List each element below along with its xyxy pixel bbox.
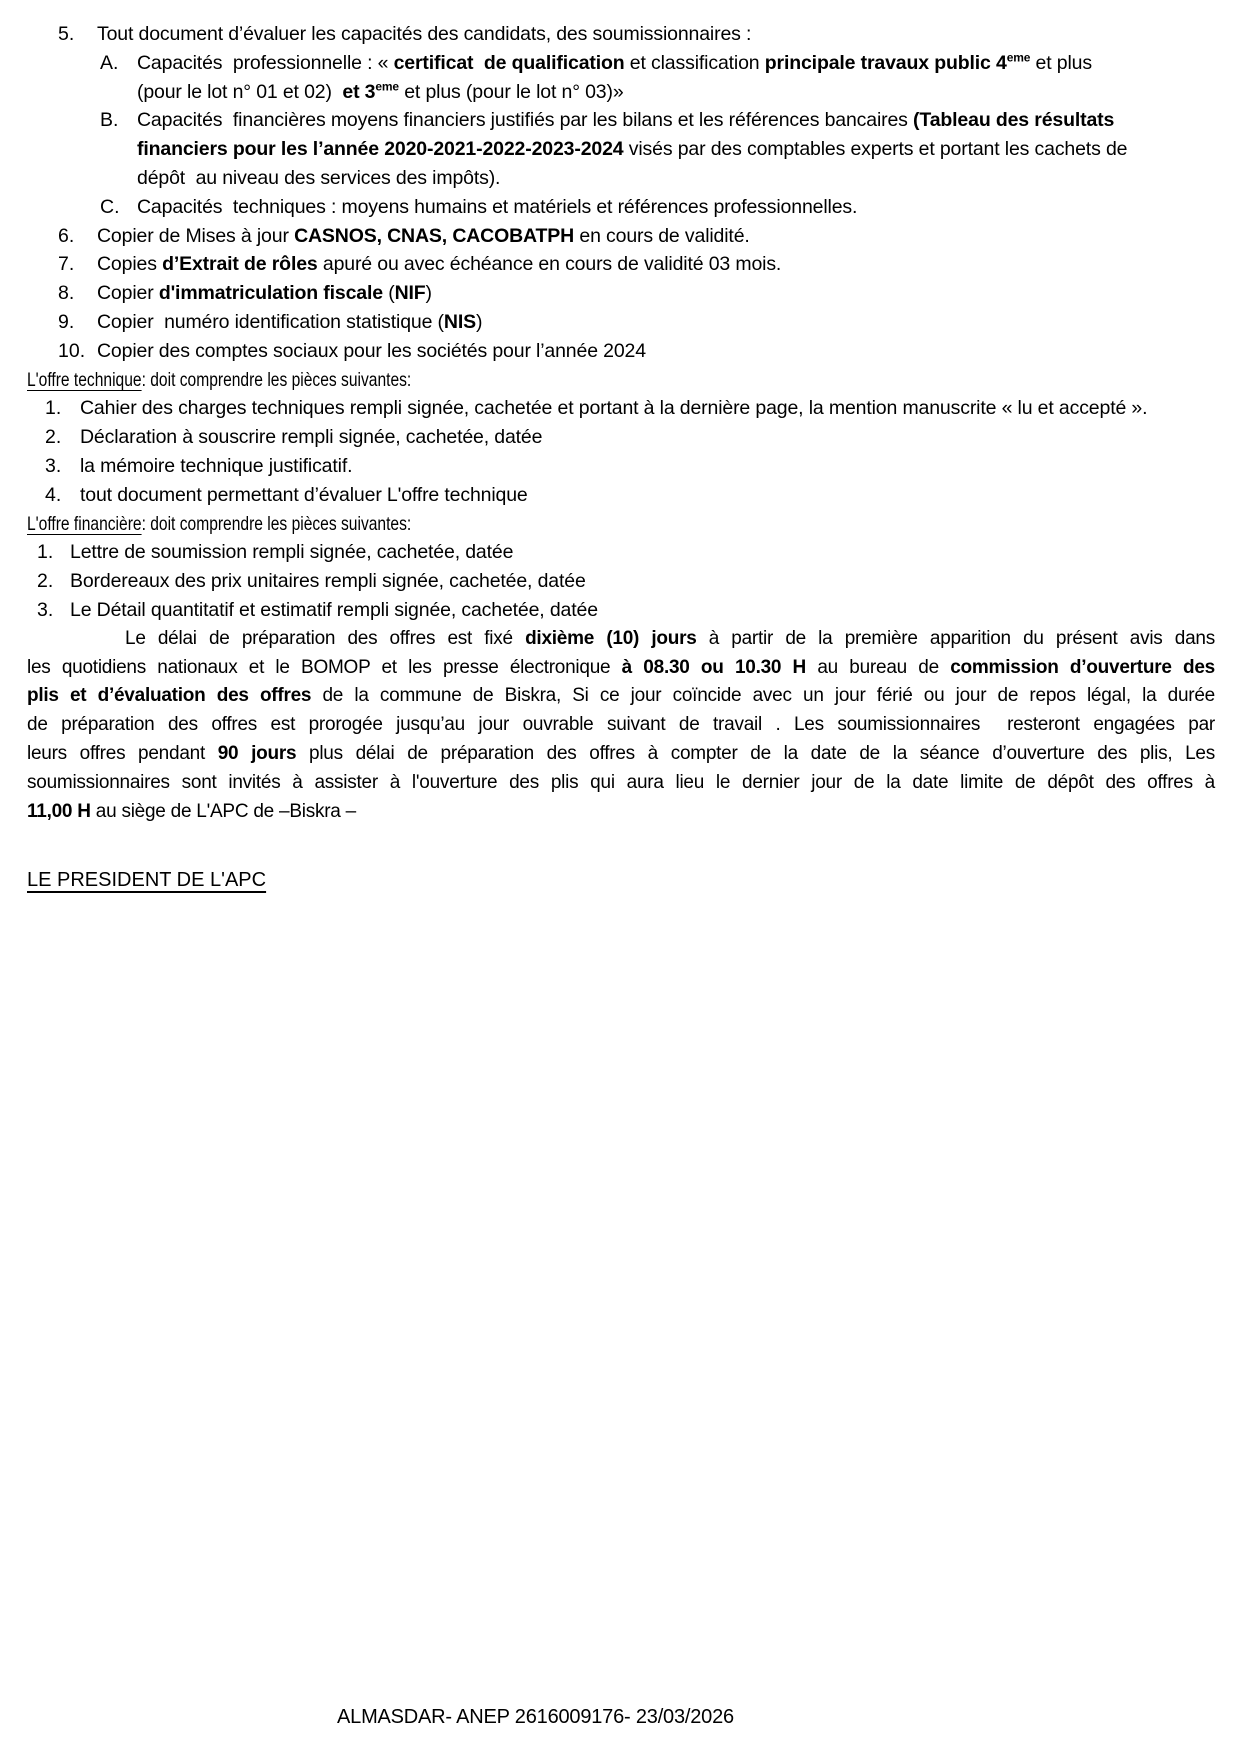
text-line — [97, 308, 1215, 337]
text-segment: Copier des comptes sociaux pour les sociétés pour l’année 2024 — [97, 339, 646, 362]
text-segment: soumissionnaires sont invités à assister à l'ouverture des plis qui aura lieu le dernier jour de la date limite de dépôt des offres à — [27, 771, 1215, 793]
text-segment: les quotidiens nationaux et le BOMOP et les presse électronique — [27, 656, 622, 678]
text-segment: commission d’ouverture des — [950, 656, 1215, 678]
text-segment: : doit comprendre les pièces suivantes: — [141, 512, 412, 535]
list-item — [27, 106, 1215, 192]
list-marker: 1. — [45, 397, 62, 420]
section-heading-text — [27, 510, 411, 539]
list-marker: 8. — [58, 282, 75, 305]
document-body — [27, 20, 1215, 826]
text-segment: financiers pour les l’année 2020-2021-2022-2023-2024 — [137, 138, 624, 161]
text-line — [80, 452, 1215, 481]
list-marker: 1. — [37, 541, 54, 564]
paragraph-line — [27, 654, 1215, 683]
text-segment: tout document permettant d’évaluer L'offre technique — [80, 483, 528, 506]
list-item — [27, 394, 1215, 423]
text-segment: Capacités professionnelle : « — [137, 51, 394, 74]
text-segment: Copies — [97, 253, 163, 276]
text-segment: et plus — [1030, 51, 1092, 74]
text-line — [137, 193, 1215, 222]
text-line — [137, 135, 1215, 164]
text-segment: de préparation des offres est prorogée jusqu’au jour ouvrable suivant de travail . Les soumissionnaires resteront engagées par — [27, 714, 1215, 736]
text-line — [80, 481, 1215, 510]
list-item — [27, 279, 1215, 308]
text-segment: et classification — [624, 51, 765, 74]
text-line — [70, 596, 1215, 625]
text-line — [137, 49, 1215, 78]
text-segment: et 3 — [342, 80, 376, 103]
text-segment: 90 jours — [217, 742, 297, 764]
list-item-text — [137, 49, 1215, 107]
list-item-text — [70, 596, 1215, 625]
list-item — [27, 337, 1215, 366]
text-segment: Le Détail quantitatif et estimatif rempli signée, cachetée, datée — [70, 598, 598, 621]
list-item — [27, 538, 1215, 567]
list-marker: 4. — [45, 483, 62, 506]
list-marker: 2. — [37, 570, 54, 593]
text-segment: eme — [375, 79, 399, 94]
text-segment: Lettre de soumission rempli signée, cachetée, datée — [70, 541, 514, 564]
text-segment: à 08.30 ou 10.30 H — [621, 656, 807, 678]
text-segment: CASNOS, CNAS, CACOBATPH — [294, 224, 575, 247]
list-item — [27, 49, 1215, 107]
text-segment: Copier de Mises à jour — [97, 224, 295, 247]
text-segment: la mémoire technique justificatif. — [80, 454, 353, 477]
text-segment: de la commune de Biskra, Si ce jour coïncide avec un jour férié ou jour de repos légal, la durée — [311, 685, 1215, 707]
text-line — [97, 279, 1215, 308]
list-marker: 6. — [58, 224, 75, 247]
paragraph-line — [27, 625, 1215, 654]
list-item — [27, 222, 1215, 251]
section-heading-text — [27, 366, 411, 395]
paragraph-line — [27, 769, 1215, 798]
list-item-text — [137, 106, 1215, 192]
text-line — [97, 222, 1215, 251]
text-segment: plus délai de préparation des offres à compter de la date de la séance d’ouverture des plis, Les — [296, 742, 1215, 764]
list-item-text — [80, 423, 1215, 452]
list-item-text — [80, 481, 1215, 510]
signature-line — [27, 869, 266, 892]
text-segment: NIF — [394, 282, 426, 305]
text-segment: Tout document d’évaluer les capacités des candidats, des soumissionnaires : — [97, 23, 752, 45]
text-segment: (Tableau des résultats — [913, 109, 1115, 132]
text-line — [70, 567, 1215, 596]
text-line — [97, 337, 1215, 366]
paragraph-line — [27, 740, 1215, 769]
list-item — [27, 596, 1215, 625]
list-marker: B. — [100, 109, 119, 132]
list-marker: 3. — [45, 454, 62, 477]
text-segment: ) — [425, 282, 432, 305]
section-heading — [27, 510, 1215, 539]
text-line — [137, 164, 1215, 193]
list-marker: 9. — [58, 310, 75, 333]
list-marker: 3. — [37, 598, 54, 621]
text-segment: ) — [475, 310, 483, 333]
list-marker: A. — [100, 51, 119, 74]
text-line — [137, 78, 1215, 107]
text-segment: ( — [382, 282, 395, 305]
underlined-text: L'offre technique — [27, 368, 142, 391]
footer-reference: ALMASDAR- ANEP 2616009176- 23/03/2026 — [337, 1706, 734, 1728]
list-item-text — [137, 193, 1215, 222]
list-item — [27, 423, 1215, 452]
list-item-text — [70, 567, 1215, 596]
list-item — [27, 193, 1215, 222]
paragraph-line — [27, 682, 1215, 711]
text-segment: et plus (pour le lot n° 03)» — [398, 80, 624, 103]
text-line — [80, 394, 1215, 423]
text-segment: Le délai de préparation des offres est fixé — [125, 627, 526, 649]
list-item — [27, 308, 1215, 337]
text-segment: d’Extrait de rôles — [162, 253, 318, 276]
text-segment: au siège de L'APC de –Biskra – — [90, 800, 356, 822]
text-segment: dépôt au niveau des services des impôts). — [137, 166, 501, 189]
text-segment: Copier — [97, 282, 159, 305]
text-segment: Capacités techniques : moyens humains et matériels et références professionnelles. — [137, 195, 858, 218]
text-segment: 11,00 H — [27, 800, 91, 822]
text-segment: principale travaux public 4 — [764, 51, 1007, 74]
list-marker: 2. — [45, 426, 62, 449]
text-segment: leurs offres pendant — [27, 742, 218, 764]
text-segment: (pour le lot n° 01 et 02) — [137, 80, 343, 103]
text-segment: Capacités financières moyens financiers justifiés par les bilans et les références bancaires — [137, 109, 914, 132]
text-line — [80, 423, 1215, 452]
list-item-text — [97, 20, 1215, 49]
section-heading — [27, 366, 1215, 395]
list-item — [27, 567, 1215, 596]
text-line — [137, 106, 1215, 135]
text-segment: Bordereaux des prix unitaires rempli signée, cachetée, datée — [70, 570, 586, 593]
paragraph-line — [27, 711, 1215, 740]
text-segment: Copier numéro identification statistique ( — [97, 310, 444, 333]
text-segment: au bureau de — [806, 656, 951, 678]
list-item-text — [97, 279, 1215, 308]
text-segment: en cours de validité. — [574, 224, 750, 247]
text-line — [97, 250, 1215, 279]
underlined-text: L'offre financière — [27, 512, 142, 535]
text-segment: : doit comprendre les pièces suivantes: — [141, 368, 412, 391]
list-item-text — [97, 308, 1215, 337]
list-item-text — [80, 452, 1215, 481]
text-line — [70, 538, 1215, 567]
text-segment: plis et d’évaluation des offres — [27, 685, 312, 707]
signature-block — [27, 848, 266, 892]
list-item — [27, 452, 1215, 481]
text-segment: dixième (10) jours — [525, 627, 697, 649]
list-item — [27, 20, 1215, 49]
list-item-text — [97, 337, 1215, 366]
paragraph-line — [27, 798, 1215, 827]
list-item-text — [97, 222, 1215, 251]
text-line — [97, 20, 1215, 49]
list-marker: C. — [100, 195, 120, 218]
list-item-text — [97, 250, 1215, 279]
list-item — [27, 250, 1215, 279]
signature-text: LE PRESIDENT DE L'APC — [27, 869, 267, 891]
text-segment: certificat de qualification — [393, 51, 625, 74]
text-segment: Cahier des charges techniques rempli signée, cachetée et portant à la dernière page, la mention manuscrite « lu et accepté ». — [80, 397, 1148, 420]
text-segment: apuré ou avec échéance en cours de validité 03 mois. — [317, 253, 782, 276]
text-segment: visés par des comptables experts et portant les cachets de — [623, 138, 1128, 161]
list-marker: 7. — [58, 253, 75, 276]
text-segment: eme — [1006, 50, 1031, 65]
list-item-text — [70, 538, 1215, 567]
text-segment: d'immatriculation fiscale — [158, 282, 383, 305]
text-segment: Déclaration à souscrire rempli signée, cachetée, datée — [80, 426, 543, 449]
list-item-text — [80, 394, 1215, 423]
list-marker: 5. — [58, 23, 75, 45]
text-segment: NIS — [443, 310, 476, 333]
list-item — [27, 481, 1215, 510]
text-segment: à partir de la première apparition du présent avis dans — [696, 627, 1215, 649]
list-marker: 10. — [58, 339, 86, 362]
